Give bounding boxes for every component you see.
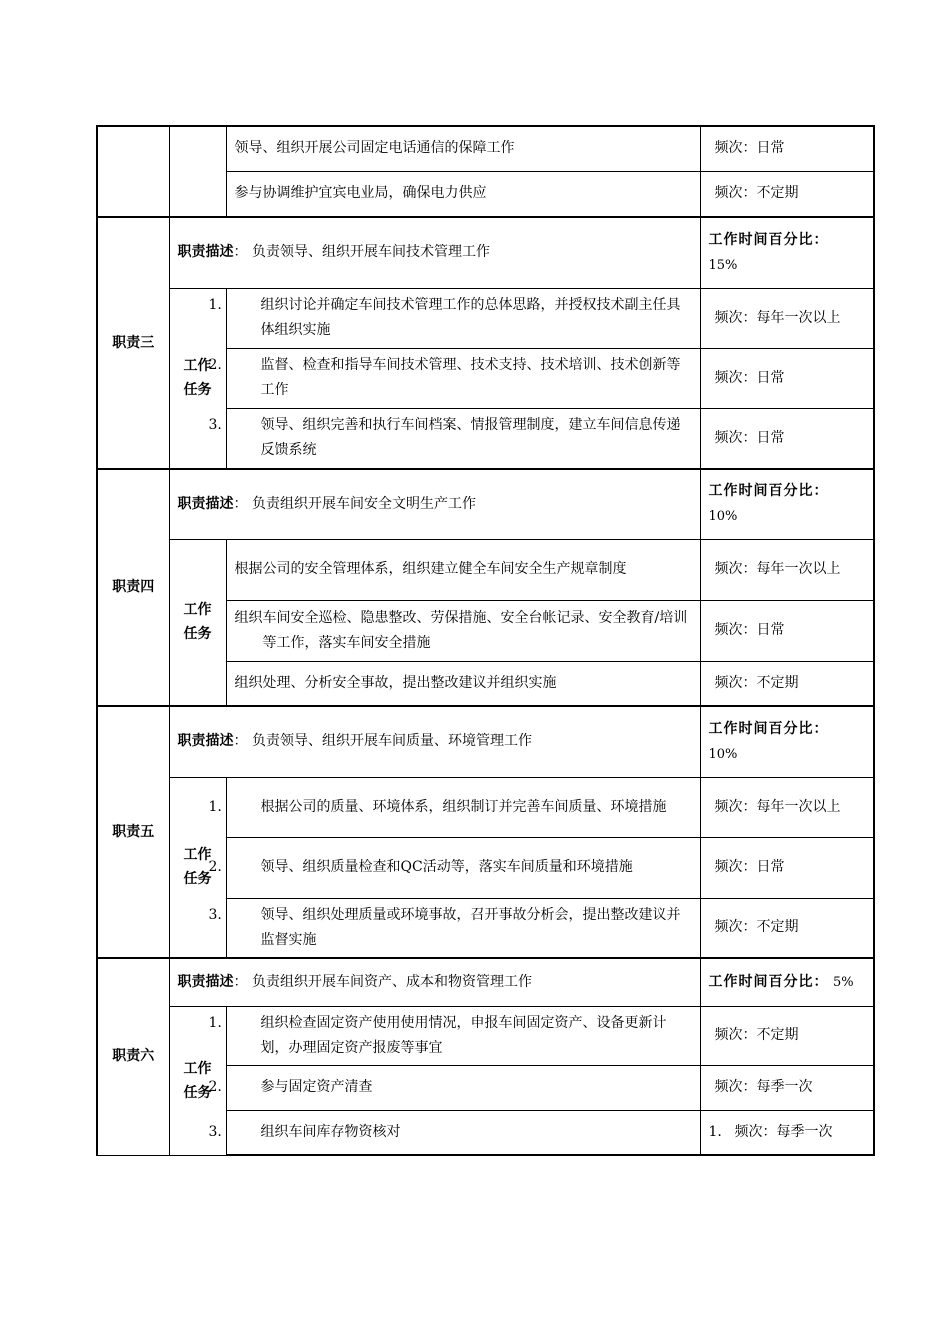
task-frequency: [700, 661, 874, 706]
task-content: 组织车间库存物资核对: [260, 1123, 401, 1140]
pct-label: 工作时间百分比: [708, 483, 814, 500]
freq-prefix: 频次：: [714, 1079, 757, 1095]
task-text: [208, 408, 700, 469]
task-text: [208, 1006, 700, 1065]
tasks-label-cell: [169, 126, 226, 217]
pct-colon: ：: [813, 483, 829, 500]
task-content: 组织检查固定资产使用使用情况，申报车间固定资产、设备更新计划，办理固定资产报废等事宜: [260, 1014, 667, 1056]
freq-number: 1.: [708, 1123, 722, 1140]
freq-prefix: 频次：: [714, 674, 757, 691]
task-text: [208, 348, 700, 408]
freq-prefix: 频次：: [714, 859, 757, 875]
duty-table: [96, 125, 875, 1156]
task-frequency: [700, 1006, 874, 1065]
desc-colon: ：: [233, 973, 248, 990]
desc-label: 职责描述: [177, 244, 234, 261]
freq-prefix: 频次：: [714, 919, 757, 936]
task-text: 组织处理、分析安全事故，提出整改建议并组织实施: [226, 661, 700, 706]
freq-value: 日常: [756, 140, 785, 157]
freq-value: 日常: [756, 859, 785, 875]
freq-prefix: 频次：: [714, 798, 757, 815]
freq-prefix: 频次：: [714, 309, 757, 326]
freq-value: 每季一次: [756, 1079, 813, 1095]
tasks-label-line: 任务: [183, 382, 212, 399]
duty-percent: 10%: [708, 509, 738, 525]
freq-value: 每年一次以上: [756, 798, 841, 815]
pct-colon: ：: [813, 720, 829, 737]
task-frequency: [700, 126, 874, 171]
task-frequency: [700, 408, 874, 469]
duty-percent: 10%: [708, 746, 738, 762]
task-frequency: [700, 600, 874, 661]
duty-title: 职责六: [97, 958, 169, 1155]
freq-prefix: 频次：: [714, 561, 757, 577]
table-row: [97, 777, 874, 837]
task-number: 2.: [208, 357, 222, 373]
table-row: [97, 539, 874, 600]
freq-value: 日常: [756, 369, 785, 386]
task-frequency: [700, 837, 874, 898]
pct-label: 工作时间百分比: [708, 720, 814, 737]
task-text: [208, 837, 700, 898]
freq-value: 每季一次: [776, 1123, 833, 1140]
table-row: [97, 288, 874, 348]
tasks-label-line: 工作: [183, 847, 212, 864]
duty-percent-cell: [700, 469, 874, 539]
duty-description-cell: [169, 217, 700, 288]
duty-description-cell: [169, 958, 700, 1006]
task-number: 2.: [208, 859, 222, 875]
freq-value: 不定期: [756, 674, 799, 691]
task-frequency: [700, 1110, 874, 1155]
freq-value: 不定期: [756, 1027, 799, 1043]
freq-prefix: 频次：: [714, 140, 757, 157]
task-number: 3.: [208, 417, 222, 434]
task-content: 监督、检查和指导车间技术管理、技术支持、技术培训、技术创新等工作: [260, 357, 681, 398]
task-text: [208, 777, 700, 837]
freq-prefix: 频次：: [714, 185, 757, 202]
table-row: [97, 706, 874, 777]
duty-description-cell: [169, 706, 700, 777]
freq-prefix: 频次：: [714, 429, 757, 446]
duty-title: 职责五: [97, 706, 169, 958]
table-row: [97, 126, 874, 171]
task-number: 1.: [208, 1014, 222, 1031]
task-frequency: [700, 898, 874, 958]
task-text: 参与协调维护宜宾电业局，确保电力供应: [226, 171, 700, 217]
task-number: 2.: [208, 1079, 222, 1095]
freq-prefix: 频次：: [714, 622, 757, 638]
freq-prefix: 频次：: [714, 1027, 757, 1043]
duty-title-cell: [97, 126, 169, 217]
tasks-label-line: 任务: [183, 626, 212, 643]
duty-description: 负责领导、组织开展车间质量、环境管理工作: [251, 733, 532, 750]
duty-title: 职责三: [97, 217, 169, 469]
task-text: 根据公司的安全管理体系，组织建立健全车间安全生产规章制度: [226, 539, 700, 600]
task-content: 领导、组织处理质量或环境事故，召开事故分析会，提出整改建议并监督实施: [260, 906, 681, 948]
task-frequency: [700, 348, 874, 408]
table-row: [97, 1006, 874, 1065]
pct-label: 工作时间百分比: [708, 973, 814, 990]
task-frequency: [700, 1065, 874, 1110]
duty-percent: 15%: [708, 257, 738, 273]
duty-percent-cell: [700, 706, 874, 777]
pct-label: 工作时间百分比: [708, 231, 814, 248]
task-content: 根据公司的质量、环境体系，组织制订并完善车间质量、环境措施: [260, 798, 667, 815]
task-frequency: [700, 539, 874, 600]
task-text: [208, 898, 700, 958]
tasks-label-line: 工作: [183, 602, 212, 619]
duty-description-cell: [169, 469, 700, 539]
freq-value: 每年一次以上: [756, 561, 841, 577]
desc-label: 职责描述: [177, 733, 234, 750]
task-number: 3.: [208, 906, 222, 923]
task-content: 领导、组织完善和执行车间档案、情报管理制度，建立车间信息传递反馈系统: [260, 417, 681, 459]
desc-label: 职责描述: [177, 973, 234, 990]
task-text: [208, 288, 700, 348]
freq-value: 日常: [756, 429, 785, 446]
table-row: [97, 217, 874, 288]
table-row: [97, 958, 874, 1006]
tasks-label-line: 任务: [183, 871, 212, 888]
freq-value: 日常: [756, 622, 785, 638]
freq-value: 不定期: [756, 185, 799, 202]
freq-prefix: 频次：: [734, 1123, 777, 1140]
tasks-label-line: 任务: [183, 1084, 212, 1101]
desc-colon: ：: [233, 244, 248, 261]
task-content: 组织讨论并确定车间技术管理工作的总体思路，并授权技术副主任具体组织实施: [260, 297, 681, 338]
task-number: 1.: [208, 798, 222, 815]
duty-percent-cell: [700, 217, 874, 288]
tasks-label-line: 工作: [183, 1060, 212, 1077]
desc-colon: ：: [233, 733, 248, 750]
task-frequency: [700, 777, 874, 837]
duty-description: 负责组织开展车间资产、成本和物资管理工作: [251, 973, 532, 990]
freq-value: 不定期: [756, 919, 799, 936]
duty-percent: 5%: [832, 974, 854, 990]
freq-value: 每年一次以上: [756, 309, 841, 326]
task-text: 组织车间安全巡检、隐患整改、劳保措施、安全台帐记录、安全教育/培训等工作，落实车间安全措施: [226, 600, 700, 661]
task-frequency: [700, 171, 874, 217]
duty-percent-cell: [700, 958, 874, 1006]
pct-colon: ：: [813, 973, 829, 990]
desc-colon: ：: [233, 495, 248, 512]
desc-label: 职责描述: [177, 495, 234, 512]
duty-description: 负责领导、组织开展车间技术管理工作: [251, 244, 490, 261]
task-number: 3.: [208, 1123, 222, 1140]
duty-description: 负责组织开展车间安全文明生产工作: [251, 495, 476, 512]
task-content: 参与固定资产清查: [260, 1079, 373, 1095]
pct-colon: ：: [813, 231, 829, 248]
table-row: [97, 469, 874, 539]
task-text: [208, 1065, 700, 1110]
tasks-label-line: 工作: [183, 358, 212, 375]
task-content: 领导、组织质量检查和QC活动等，落实车间质量和环境措施: [260, 859, 633, 875]
tasks-label: [169, 539, 226, 706]
freq-prefix: 频次：: [714, 369, 757, 386]
task-number: 1.: [208, 297, 222, 313]
task-text: [208, 1110, 700, 1155]
task-frequency: [700, 288, 874, 348]
duty-title: 职责四: [97, 469, 169, 706]
task-text: 领导、组织开展公司固定电话通信的保障工作: [226, 126, 700, 171]
